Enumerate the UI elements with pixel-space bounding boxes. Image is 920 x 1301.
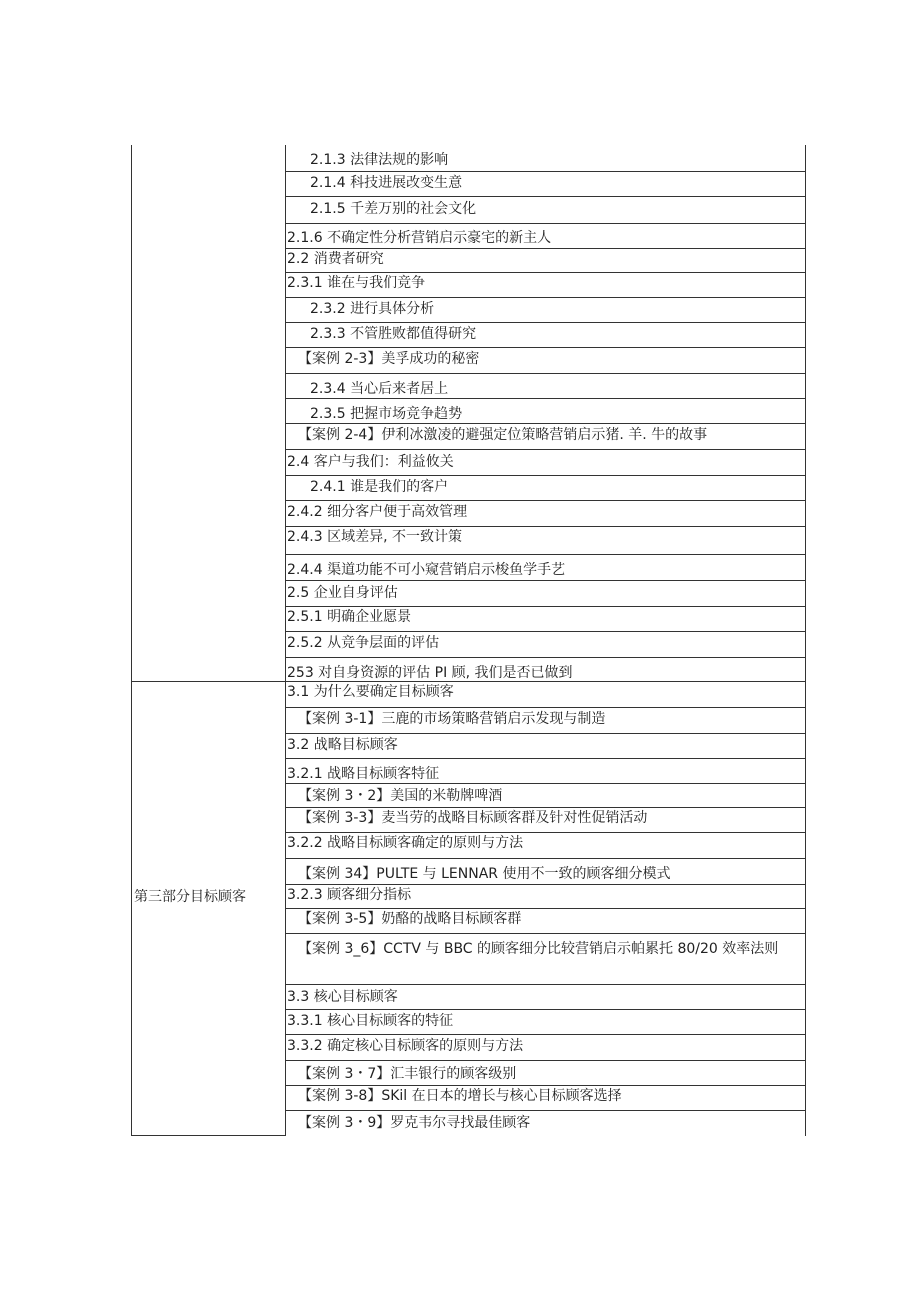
table-row: 3.1 为什么要确定目标顾客	[286, 681, 806, 707]
table-row: 3.2 战略目标顾客	[286, 733, 806, 758]
table-row: 2.1.5 千差万别的社会文化	[286, 196, 806, 223]
table-row: 2.4 客户与我们：利益攸关	[286, 449, 806, 475]
table-row: 2.1.6 不确定性分析营销启示豪宅的新主人	[286, 223, 806, 248]
table-row: 【案例 3-3】麦当劳的战略目标顾客群及针对性促销活动	[286, 807, 806, 832]
table-row: 253 对自身资源的评估 PI 顾, 我们是否已做到	[286, 657, 806, 681]
table-row: 2.5.1 明确企业愿景	[286, 606, 806, 631]
section-label: 第三部分目标顾客	[134, 889, 246, 905]
section-cell-part3	[131, 681, 286, 1136]
table-row: 【案例 3-5】奶酪的战略目标顾客群	[286, 908, 806, 933]
table-row: 2.3.5 把握市场竞争趋势	[286, 398, 806, 423]
table-row: 2.2 消费者研究	[286, 248, 806, 272]
table-row: 2.3.2 进行具体分析	[286, 297, 806, 322]
table-row: 2.4.3 区域差异, 不一致计策	[286, 526, 806, 554]
table-row: 【案例 34】PULTE 与 LENNAR 使用不一致的顾客细分模式	[286, 858, 806, 884]
table-row: 2.1.4 科技进展改变生意	[286, 171, 806, 196]
table-row: 2.4.4 渠道功能不可小窥营销启示梭鱼学手艺	[286, 554, 806, 580]
table-row: 2.4.2 细分客户便于高效管理	[286, 500, 806, 526]
table-row: 2.3.4 当心后来者居上	[286, 373, 806, 398]
table-row: 3.3 核心目标顾客	[286, 984, 806, 1009]
table-row: 2.3.1 谁在与我们竞争	[286, 272, 806, 297]
section-cell-part2	[131, 145, 286, 681]
table-row: 2.5.2 从竞争层面的评估	[286, 631, 806, 657]
table-row: 【案例 3・7】汇丰银行的顾客级别	[286, 1060, 806, 1085]
table-row: 3.2.1 战略目标顾客特征	[286, 758, 806, 783]
table-row: 【案例 2-4】伊利冰激凌的避强定位策略营销启示猪. 羊. 牛的故事	[286, 423, 806, 449]
table-row: 2.1.3 法律法规的影响	[286, 145, 806, 171]
table-row: 2.3.3 不管胜败都值得研究	[286, 322, 806, 347]
table-row: 3.2.3 顾客细分指标	[286, 884, 806, 908]
table-row: 【案例 3-1】三鹿的市场策略营销启示发现与制造	[286, 707, 806, 733]
table-row: 2.5 企业自身评估	[286, 580, 806, 606]
table-row: 【案例 2-3】美孚成功的秘密	[286, 347, 806, 373]
table-row: 3.3.2 确定核心目标顾客的原则与方法	[286, 1034, 806, 1060]
table-row: 3.3.1 核心目标顾客的特征	[286, 1009, 806, 1034]
table-row: 【案例 3-8】SKil 在日本的增长与核心目标顾客选择	[286, 1085, 806, 1110]
table-row: 【案例 3_6】CCTV 与 BBC 的顾客细分比较营销启示帕累托 80/20 效率法则	[286, 933, 806, 984]
table-row: 3.2.2 战略目标顾客确定的原则与方法	[286, 832, 806, 858]
table-row: 【案例 3・2】美国的米勒牌啤酒	[286, 783, 806, 807]
table-row: 2.4.1 谁是我们的客户	[286, 475, 806, 500]
table-row: 【案例 3・9】罗克韦尔寻找最佳顾客	[286, 1110, 806, 1136]
